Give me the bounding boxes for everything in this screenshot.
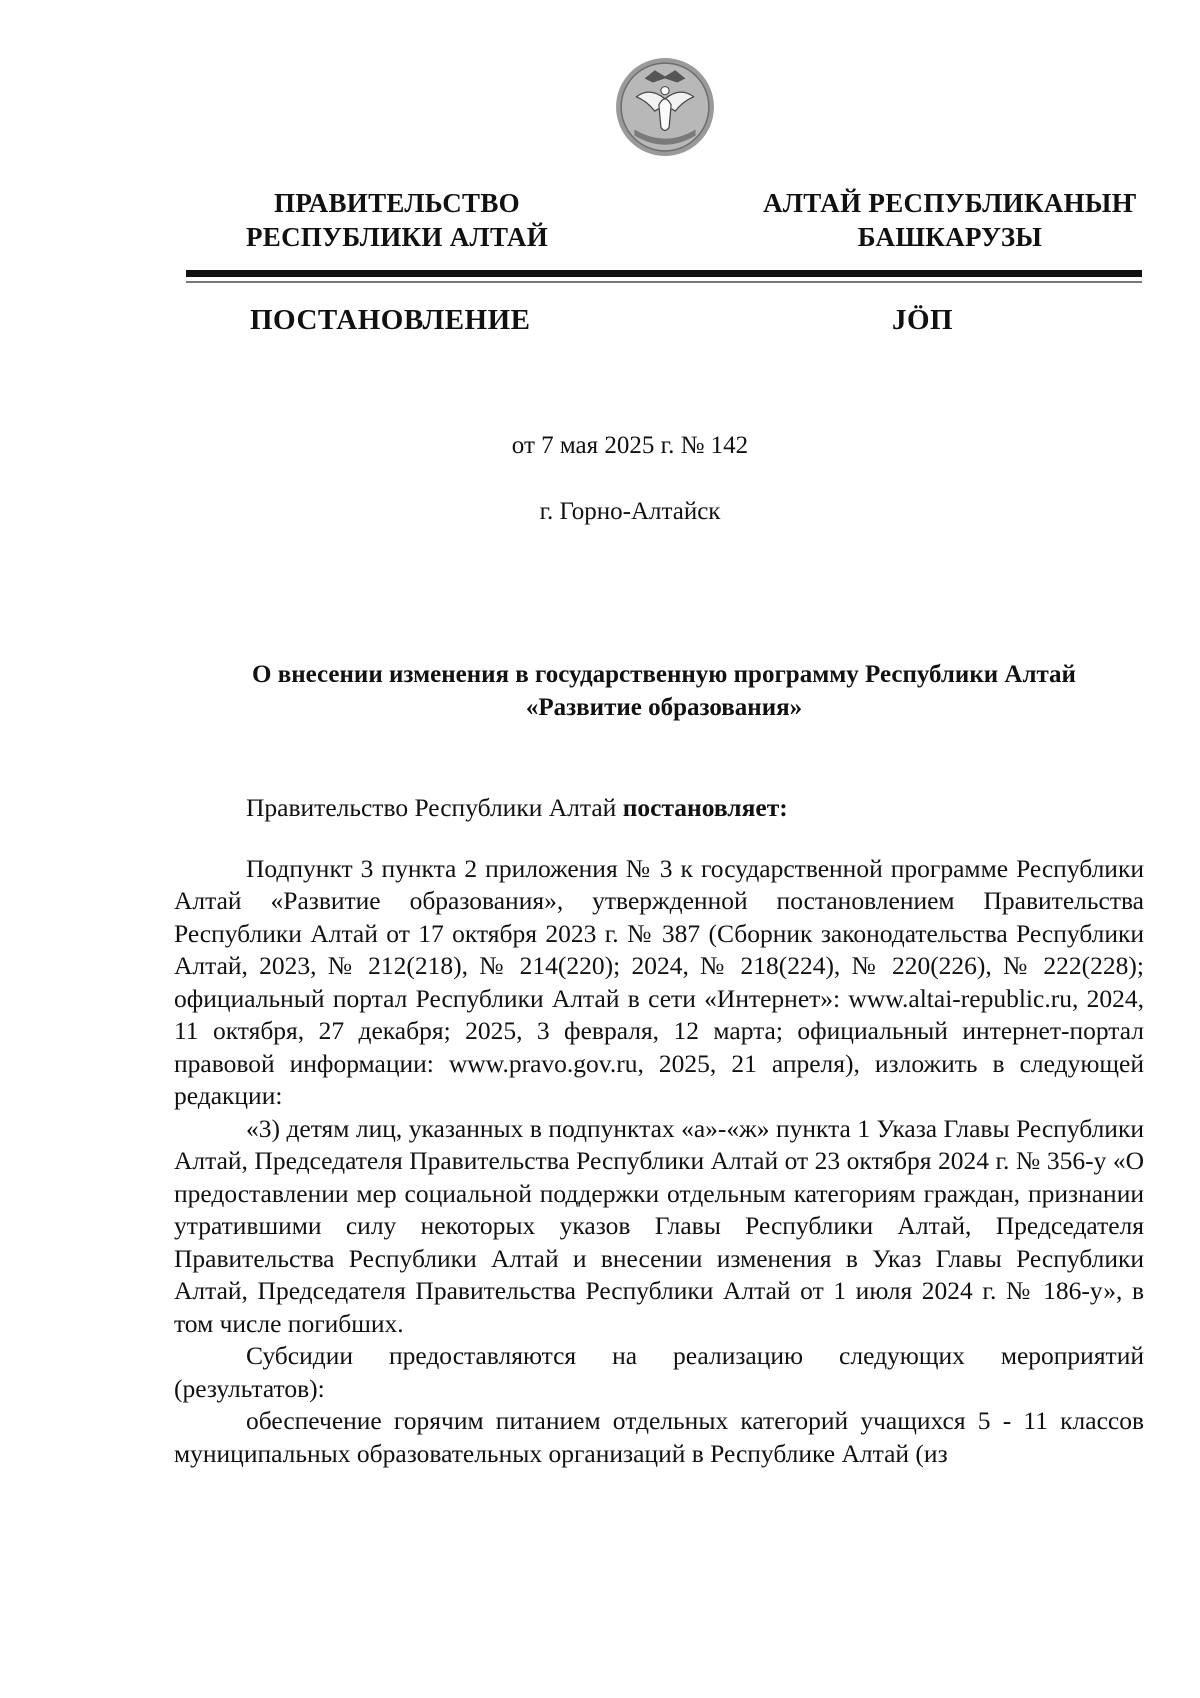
document-title-line1: О внесении изменения в государственную программу Республики Алтай xyxy=(252,661,1076,688)
header-right xyxy=(730,186,1170,254)
lead-text: Правительство Республики Алтай xyxy=(246,793,623,822)
document-date-number: от 7 мая 2025 г. № 142 xyxy=(511,432,749,459)
doc-type-altai: JӦП xyxy=(892,304,954,336)
document-title-line2: «Развитие образования» xyxy=(525,694,803,721)
header-left-line1: ПРАВИТЕЛЬСТВО xyxy=(274,188,520,218)
header-right-line2: БАШКАРУЗЫ xyxy=(857,222,1043,252)
body-paragraph-4: обеспечение горячим питанием отдельных категорий учащихся 5 - 11 классов муниципальных образовательных организаций в Республике Алтай (из xyxy=(174,1406,1144,1468)
document-title xyxy=(186,658,1142,724)
header-divider-thin xyxy=(186,281,1142,283)
body-paragraph-3: Субсидии предоставляются на реализацию следующих мероприятий (результатов): xyxy=(174,1341,1144,1403)
body-paragraph-2: «3) детям лиц, указанных в подпунктах «а»-«ж» пункта 1 Указа Главы Республики Алтай, Председателя Правительства Республики Алтай от 23 октября 2024 г. № 356-у «О предоставлении мер социальной поддержки отдельным категориям граждан, признании утратившими силу некоторых указов Главы Республики Алтай, Председателя Правительства Республики Алтай и внесении изменения в Указ Главы Республики Алтай, Председателя Правительства Республики Алтай от 1 июля 2024 г. № 186-у», в том числе погибших. xyxy=(174,1113,1144,1338)
lead-bold-verb: постановляет: xyxy=(622,793,788,822)
header-divider-thick xyxy=(186,270,1142,277)
document-city: г. Горно-Алтайск xyxy=(539,498,721,525)
doc-type-russian: ПОСТАНОВЛЕНИЕ xyxy=(250,304,531,336)
header-right-line1: АЛТАЙ РЕСПУБЛИКАНЫҤ xyxy=(763,188,1137,218)
header-left xyxy=(232,186,562,254)
coat-of-arms-emblem xyxy=(614,56,716,158)
document-body xyxy=(174,792,1144,1470)
lead-paragraph xyxy=(174,792,1144,825)
header-left-line2: РЕСПУБЛИКИ АЛТАЙ xyxy=(245,222,549,252)
body-paragraph-1: Подпункт 3 пункта 2 приложения № 3 к государственной программе Республики Алтай «Развитие образования», утвержденной постановлением Правительства Республики Алтай от 17 октября 2023 г. № 387 (Сборник законодательства Республики Алтай, 2023, № 212(218), № 214(220); 2024, № 218(224), № 220(226), № 222(228); официальный портал Республики Алтай в сети «Интернет»: www.altai-republic.ru, 2024, 11 октября, 27 декабря; 2025, 3 февраля, 12 марта; официальный интернет-портал правовой информации: www.pravo.gov.ru, 2025, 21 апреля), изложить в следующей редакции: xyxy=(174,853,1144,1110)
